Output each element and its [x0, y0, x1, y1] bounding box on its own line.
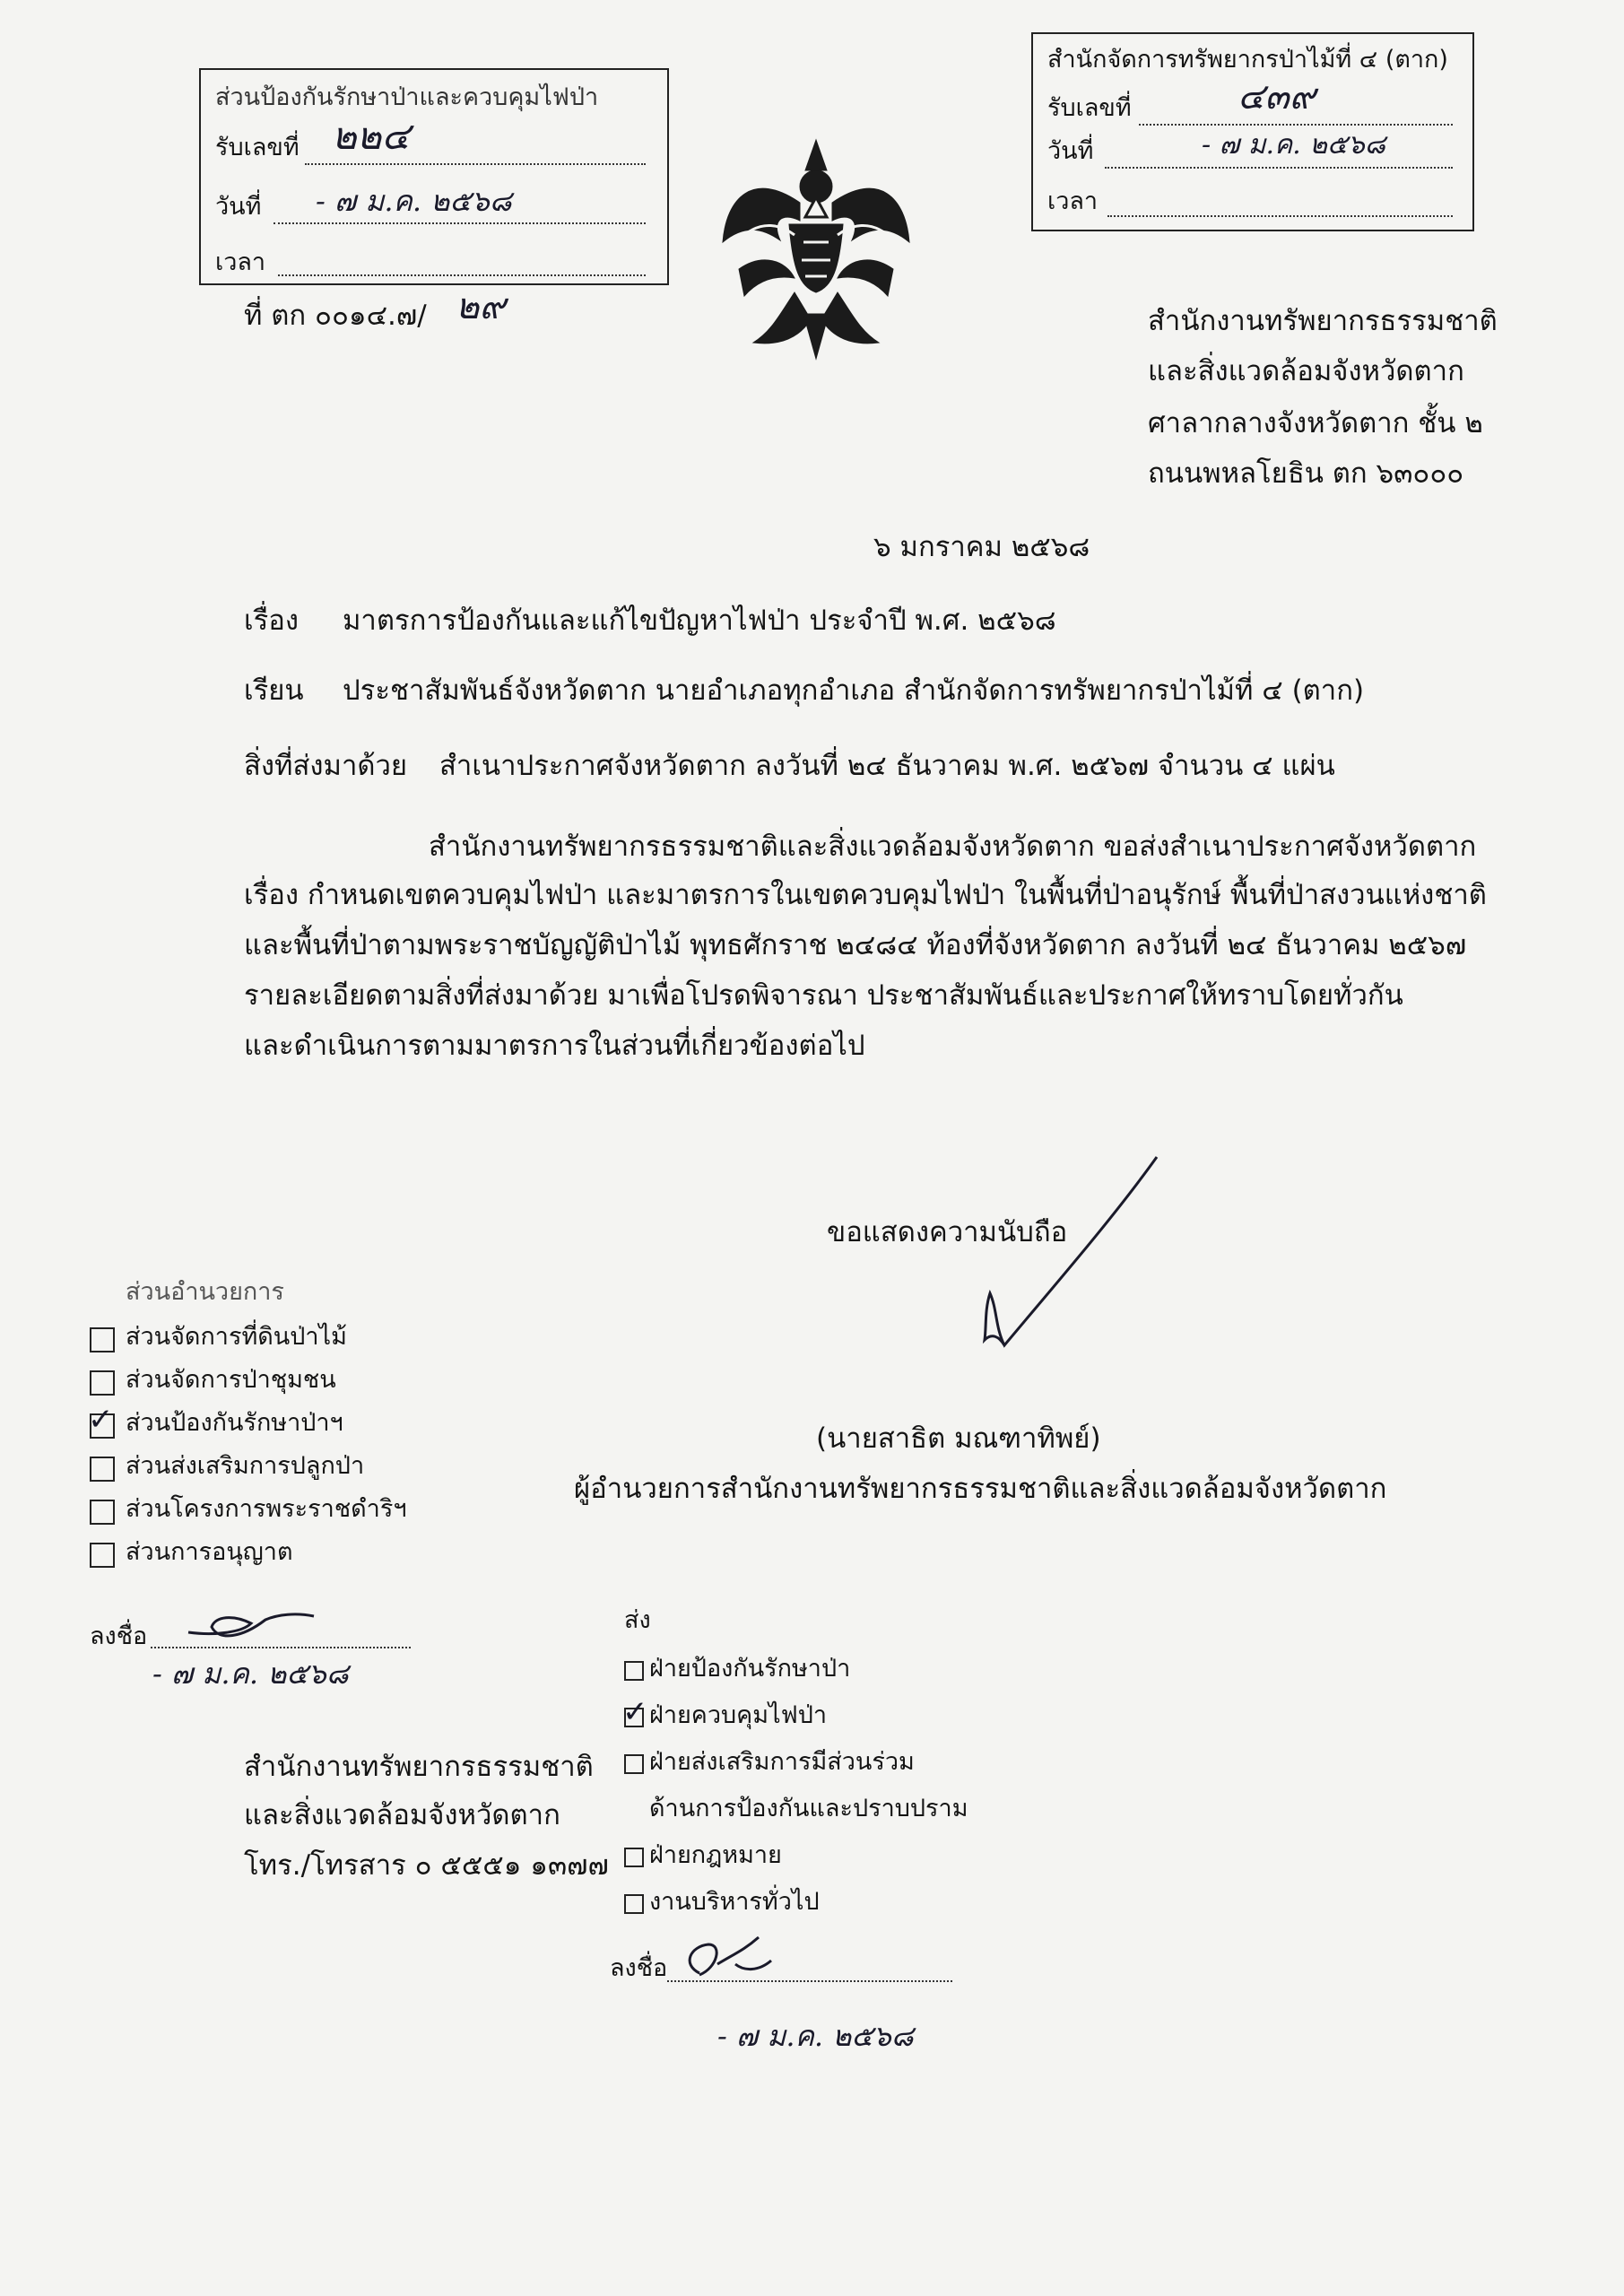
left-stamp-date: - ๗ ม.ค. ๒๕๖๘ — [316, 184, 512, 218]
body-line-4: รายละเอียดตามสิ่งที่ส่งมาด้วย มาเพื่อโปรดพิจารณา ประชาสัมพันธ์และประกาศให้ทราบโดยทั่วกัน — [244, 979, 1403, 1012]
routing-right-header: ส่ง — [624, 1606, 651, 1634]
routing-left-checkbox-2[interactable] — [90, 1327, 115, 1352]
right-stamp-date-label: วันที่ — [1047, 137, 1094, 165]
signature-mark — [933, 1148, 1166, 1363]
body-line-2: เรื่อง กำหนดเขตควบคุมไฟป่า และมาตรการในเขตควบคุมไฟป่า ในพื้นที่ป่าอนุรักษ์ พื้นที่ป่าสงวนแห่งชาติ — [244, 879, 1487, 911]
document-number: ที่ ตก ๐๐๑๔.๗/ — [244, 300, 427, 332]
sender-address-line-2: และสิ่งแวดล้อมจังหวัดตาก — [1148, 355, 1464, 387]
routing-left-item-5: ส่วนส่งเสริมการปลูกป่า — [126, 1452, 365, 1480]
body-line-1: สำนักงานทรัพยากรธรรมชาติและสิ่งแวดล้อมจังหวัดตาก ขอส่งสำเนาประกาศจังหวัดตาก — [429, 831, 1477, 863]
routing-right-sign-label: ลงชื่อ — [610, 1954, 668, 1982]
right-initial-signature — [673, 1928, 798, 1991]
sender-address-line-1: สำนักงานทรัพยากรธรรมชาติ — [1148, 305, 1498, 337]
routing-left-item-6: ส่วนโครงการพระราชดำริฯ — [126, 1495, 407, 1523]
routing-right-checkbox-3[interactable] — [624, 1754, 644, 1774]
routing-right-checkbox-5[interactable] — [624, 1848, 644, 1867]
routing-right-sign-date: - ๗ ม.ค. ๒๕๖๘ — [717, 2019, 914, 2053]
routing-left-checkbox-7[interactable] — [90, 1543, 115, 1568]
routing-right-item-5: ฝ่ายกฎหมาย — [649, 1841, 782, 1869]
routing-left-item-2: ส่วนจัดการที่ดินป่าไม้ — [126, 1323, 347, 1351]
subject-label: เรื่อง — [244, 604, 300, 637]
signer-name: (นายสาธิต มณฑาทิพย์) — [816, 1422, 1101, 1455]
left-stamp-date-label: วันที่ — [215, 193, 262, 221]
check-mark-icon: ✓ — [88, 1402, 114, 1438]
routing-left-checkbox-3[interactable] — [90, 1370, 115, 1396]
letter-date: ๖ มกราคม ๒๕๖๘ — [873, 531, 1090, 563]
left-stamp-org: ส่วนป้องกันรักษาป่าและควบคุมไฟป่า — [215, 83, 599, 111]
check-mark-icon: ✓ — [622, 1694, 648, 1730]
left-initial-signature — [179, 1596, 323, 1659]
right-stamp-time-label: เวลา — [1047, 187, 1099, 215]
routing-right-item-3-cont: ด้านการป้องกันและปราบปราม — [649, 1795, 968, 1822]
routing-left-sign-label: ลงชื่อ — [90, 1622, 148, 1650]
document-number-handwritten: ๒๙ — [456, 286, 506, 327]
routing-left-item-7: ส่วนการอนุญาต — [126, 1538, 293, 1566]
right-stamp-receive-no: ๔๓๙ — [1238, 76, 1316, 117]
contact-line-1: สำนักงานทรัพยากรธรรมชาติ — [244, 1751, 594, 1783]
sender-address-line-4: ถนนพหลโยธิน ตก ๖๓๐๐๐ — [1148, 457, 1464, 490]
enclosure-text: สำเนาประกาศจังหวัดตาก ลงวันที่ ๒๔ ธันวาคม พ.ศ. ๒๕๖๗ จำนวน ๔ แผ่น — [439, 750, 1335, 782]
left-stamp-receive-label: รับเลขที่ — [215, 134, 300, 161]
left-stamp-receive-no: ๒๒๔ — [332, 114, 411, 158]
subject-text: มาตรการป้องกันและแก้ไขปัญหาไฟป่า ประจำปี พ.ศ. ๒๕๖๘ — [343, 604, 1056, 637]
contact-line-2: และสิ่งแวดล้อมจังหวัดตาก — [244, 1799, 560, 1831]
routing-right-item-1: ฝ่ายป้องกันรักษาป่า — [649, 1655, 851, 1683]
left-stamp-time-label: เวลา — [215, 248, 266, 276]
routing-right-item-6: งานบริหารทั่วไป — [649, 1888, 820, 1916]
right-stamp-date: - ๗ ม.ค. ๒๕๖๘ — [1202, 129, 1385, 161]
closing: ขอแสดงความนับถือ — [827, 1216, 1068, 1248]
routing-right-item-2: ฝ่ายควบคุมไฟป่า — [649, 1701, 828, 1729]
signer-title: ผู้อำนวยการสำนักงานทรัพยากรธรรมชาติและสิ่งแวดล้อมจังหวัดตาก — [574, 1473, 1387, 1505]
routing-right-checkbox-6[interactable] — [624, 1894, 644, 1914]
body-line-3: และพื้นที่ป่าตามพระราชบัญญัติป่าไม้ พุทธศักราช ๒๔๘๔ ท้องที่จังหวัดตาก ลงวันที่ ๒๔ ธันวาคม ๒๕๖๗ — [244, 929, 1467, 961]
routing-right-item-3: ฝ่ายส่งเสริมการมีส่วนร่วม — [649, 1748, 915, 1776]
enclosure-label: สิ่งที่ส่งมาด้วย — [244, 750, 408, 782]
routing-left-item-3: ส่วนจัดการป่าชุมชน — [126, 1366, 336, 1394]
to-text: ประชาสัมพันธ์จังหวัดตาก นายอำเภอทุกอำเภอ สำนักจัดการทรัพยากรป่าไม้ที่ ๔ (ตาก) — [343, 674, 1365, 707]
right-stamp-receive-label: รับเลขที่ — [1047, 94, 1132, 122]
to-label: เรียน — [244, 674, 304, 707]
routing-left-sign-date: - ๗ ม.ค. ๒๕๖๘ — [152, 1657, 349, 1691]
routing-right-checkbox-1[interactable] — [624, 1661, 644, 1681]
garuda-emblem-icon — [717, 135, 915, 368]
routing-left-item-1: ส่วนอำนวยการ — [126, 1278, 284, 1306]
body-line-5: และดำเนินการตามมาตรการในส่วนที่เกี่ยวข้องต่อไป — [244, 1030, 865, 1062]
routing-left-checkbox-6[interactable] — [90, 1500, 115, 1525]
right-stamp-org: สำนักจัดการทรัพยากรป่าไม้ที่ ๔ (ตาก) — [1047, 46, 1448, 74]
sender-address-line-3: ศาลากลางจังหวัดตาก ชั้น ๒ — [1148, 407, 1483, 439]
routing-left-item-4: ส่วนป้องกันรักษาป่าฯ — [126, 1409, 343, 1437]
routing-left-checkbox-5[interactable] — [90, 1457, 115, 1482]
contact-line-3: โทร./โทรสาร ๐ ๕๕๕๑ ๑๓๗๗ — [244, 1849, 609, 1882]
